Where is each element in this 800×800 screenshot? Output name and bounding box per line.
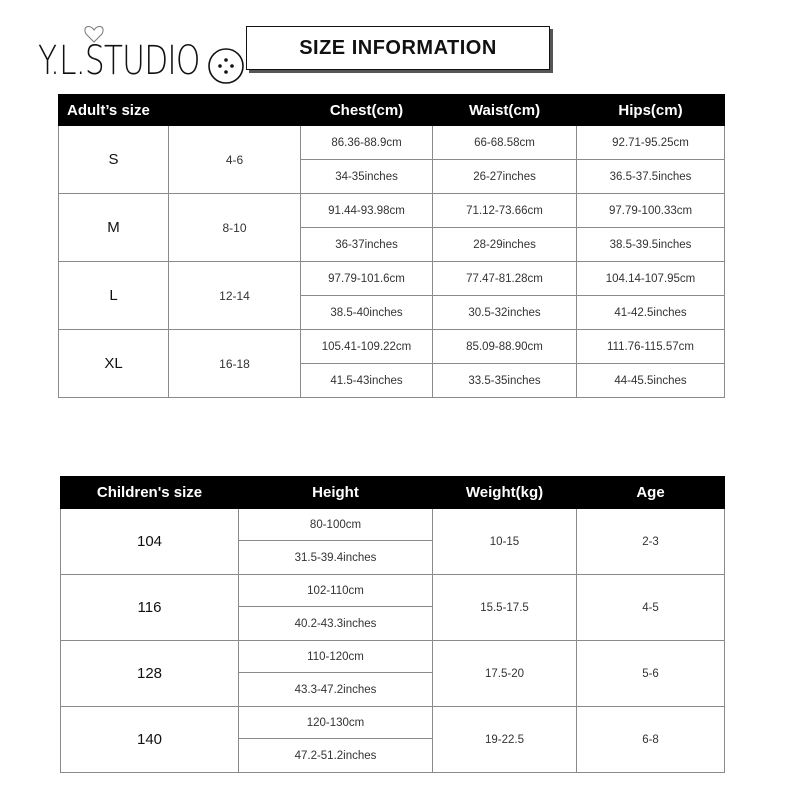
weight-cell: 15.5-17.5 xyxy=(433,575,577,641)
adult-size-range: 16-18 xyxy=(169,330,301,398)
hips-in-cell: 41-42.5inches xyxy=(577,296,725,330)
children-size-label: 128 xyxy=(61,641,239,707)
height-cm-cell: 110-120cm xyxy=(239,641,433,673)
waist-cm-cell: 77.47-81.28cm xyxy=(433,262,577,296)
children-size-label: 140 xyxy=(61,707,239,773)
adult-size-range: 8-10 xyxy=(169,194,301,262)
brand-logo xyxy=(38,22,248,92)
waist-header: Waist(cm) xyxy=(433,95,577,126)
children-size-label: 104 xyxy=(61,509,239,575)
children-row xyxy=(61,707,725,739)
children-row xyxy=(61,509,725,541)
chest-in-cell: 36-37inches xyxy=(301,228,433,262)
height-header: Height xyxy=(239,477,433,509)
height-in-cell: 47.2-51.2inches xyxy=(239,739,433,773)
children-header-row xyxy=(61,477,725,509)
adult-row xyxy=(59,194,725,228)
adult-row xyxy=(59,126,725,160)
waist-in-cell: 28-29inches xyxy=(433,228,577,262)
age-cell: 4-5 xyxy=(577,575,725,641)
height-cm-cell: 80-100cm xyxy=(239,509,433,541)
chest-cm-cell: 91.44-93.98cm xyxy=(301,194,433,228)
adult-size-label: XL xyxy=(59,330,169,398)
weight-header: Weight(kg) xyxy=(433,477,577,509)
chest-cm-cell: 86.36-88.9cm xyxy=(301,126,433,160)
waist-in-cell: 30.5-32inches xyxy=(433,296,577,330)
adult-size-table xyxy=(58,94,725,398)
hips-cm-cell: 97.79-100.33cm xyxy=(577,194,725,228)
age-cell: 5-6 xyxy=(577,641,725,707)
hips-in-cell: 38.5-39.5inches xyxy=(577,228,725,262)
chest-header: Chest(cm) xyxy=(301,95,433,126)
logo-text: Y.L.STUDIO xyxy=(38,38,200,84)
waist-in-cell: 33.5-35inches xyxy=(433,364,577,398)
height-cm-cell: 120-130cm xyxy=(239,707,433,739)
waist-in-cell: 26-27inches xyxy=(433,160,577,194)
children-size-table xyxy=(60,476,725,773)
age-header: Age xyxy=(577,477,725,509)
hips-cm-cell: 111.76-115.57cm xyxy=(577,330,725,364)
height-in-cell: 43.3-47.2inches xyxy=(239,673,433,707)
chest-cm-cell: 105.41-109.22cm xyxy=(301,330,433,364)
waist-cm-cell: 71.12-73.66cm xyxy=(433,194,577,228)
weight-cell: 19-22.5 xyxy=(433,707,577,773)
hips-header: Hips(cm) xyxy=(577,95,725,126)
chest-cm-cell: 97.79-101.6cm xyxy=(301,262,433,296)
children-row xyxy=(61,641,725,673)
hips-cm-cell: 92.71-95.25cm xyxy=(577,126,725,160)
height-in-cell: 40.2-43.3inches xyxy=(239,607,433,641)
page-title: SIZE INFORMATION xyxy=(246,26,550,70)
adult-header-row xyxy=(59,95,725,126)
adult-size-range: 4-6 xyxy=(169,126,301,194)
hips-in-cell: 36.5-37.5inches xyxy=(577,160,725,194)
chest-in-cell: 34-35inches xyxy=(301,160,433,194)
waist-cm-cell: 66-68.58cm xyxy=(433,126,577,160)
chest-in-cell: 41.5-43inches xyxy=(301,364,433,398)
age-cell: 2-3 xyxy=(577,509,725,575)
weight-cell: 17.5-20 xyxy=(433,641,577,707)
hips-cm-cell: 104.14-107.95cm xyxy=(577,262,725,296)
hips-in-cell: 44-45.5inches xyxy=(577,364,725,398)
adult-size-label: S xyxy=(59,126,169,194)
adult-size-label: L xyxy=(59,262,169,330)
children-row xyxy=(61,575,725,607)
adult-size-label: M xyxy=(59,194,169,262)
children-size-label: 116 xyxy=(61,575,239,641)
height-in-cell: 31.5-39.4inches xyxy=(239,541,433,575)
adult-size-range: 12-14 xyxy=(169,262,301,330)
age-cell: 6-8 xyxy=(577,707,725,773)
height-cm-cell: 102-110cm xyxy=(239,575,433,607)
children-size-header: Children's size xyxy=(61,477,239,509)
adult-size-header: Adult’s size xyxy=(59,95,301,126)
chest-in-cell: 38.5-40inches xyxy=(301,296,433,330)
adult-row xyxy=(59,330,725,364)
adult-row xyxy=(59,262,725,296)
waist-cm-cell: 85.09-88.90cm xyxy=(433,330,577,364)
weight-cell: 10-15 xyxy=(433,509,577,575)
